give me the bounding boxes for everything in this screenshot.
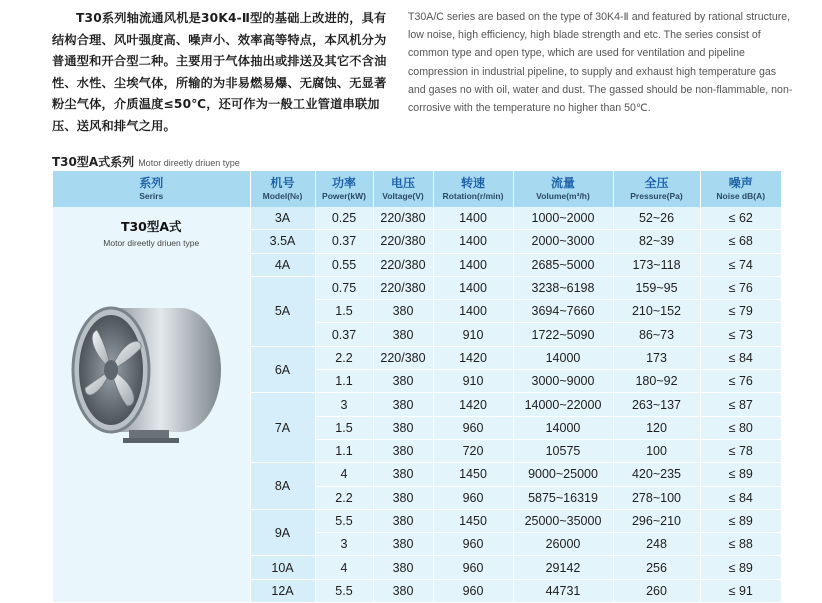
voltage-cell: 220/380: [373, 253, 433, 276]
voltage-cell: 380: [373, 323, 433, 346]
power-cell: 0.37: [315, 323, 373, 346]
noise-cell: ≤ 74: [700, 253, 781, 276]
spec-table: [53, 171, 781, 603]
model-cell: 5A: [250, 276, 315, 346]
intro-english: T30A/C series are based on the type of 30K4-Ⅱ and featured by rational structure, low noise, high efficiency, high blade strength and etc. The series consist of common type and open type, which are used for ventilation and pipeline compression in industrial pipeline, to supply and exhaust high temperature gas and gases no with oil, water and dust. The gassed should be non-flammable, non-corrosive with the temperature no higher than 50℃.: [408, 11, 793, 115]
rotation-cell: 1420: [433, 346, 513, 369]
volume-cell: 3000~9000: [513, 370, 613, 393]
volume-cell: 3694~7660: [513, 300, 613, 323]
noise-cell: ≤ 76: [700, 276, 781, 299]
pressure-cell: 173~118: [613, 253, 700, 276]
series-name: T30型A式: [120, 219, 182, 234]
power-cell: 0.55: [315, 253, 373, 276]
axial-fan-image: [71, 288, 231, 448]
rotation-cell: 910: [433, 323, 513, 346]
rotation-cell: 1400: [433, 230, 513, 253]
model-cell: 10A: [250, 556, 315, 579]
series-english: Motor direetly driuen type: [103, 238, 200, 248]
voltage-cell: 220/380: [373, 276, 433, 299]
voltage-cell: 220/380: [373, 207, 433, 230]
volume-cell: 14000~22000: [513, 393, 613, 416]
noise-cell: ≤ 79: [700, 300, 781, 323]
noise-cell: ≤ 89: [700, 556, 781, 579]
volume-cell: 2000~3000: [513, 230, 613, 253]
voltage-cell: 220/380: [373, 346, 433, 369]
section-title-en: Motor direetly driuen type: [138, 158, 240, 168]
pressure-cell: 173: [613, 346, 700, 369]
noise-cell: ≤ 78: [700, 439, 781, 462]
volume-cell: 26000: [513, 533, 613, 556]
volume-cell: 2685~5000: [513, 253, 613, 276]
volume-cell: 44731: [513, 579, 613, 602]
pressure-cell: 260: [613, 579, 700, 602]
table-body: [53, 207, 781, 603]
power-cell: 3: [315, 533, 373, 556]
voltage-cell: 380: [373, 416, 433, 439]
noise-cell: ≤ 80: [700, 416, 781, 439]
section-title: [52, 153, 240, 170]
volume-cell: 3238~6198: [513, 276, 613, 299]
rotation-cell: 910: [433, 370, 513, 393]
volume-cell: 25000~35000: [513, 509, 613, 532]
pressure-cell: 420~235: [613, 463, 700, 486]
power-cell: 1.1: [315, 370, 373, 393]
rotation-cell: 1450: [433, 509, 513, 532]
pressure-cell: 159~95: [613, 276, 700, 299]
pressure-cell: 180~92: [613, 370, 700, 393]
power-cell: 0.25: [315, 207, 373, 230]
header-power: 功率 Power(kW): [315, 171, 373, 207]
noise-cell: ≤ 68: [700, 230, 781, 253]
pressure-cell: 210~152: [613, 300, 700, 323]
intro-chinese: T30系列轴流通风机是30K4-Ⅱ型的基础上改进的，具有结构合理、风叶强度高、噪声小、效率高等特点，本风机分为普通型和开合型二种。主要用于气体抽出或排送及其它不含油性、水性、尘埃气体，所输的为非易燃易爆、无腐蚀、无显著粉尘气体，介质温度≤50℃，还可作为一般工业管道串联加压、送风和排气之用。: [52, 11, 387, 133]
power-cell: 5.5: [315, 509, 373, 532]
rotation-cell: 1400: [433, 207, 513, 230]
model-cell: 3A: [250, 207, 315, 230]
rotation-cell: 1450: [433, 463, 513, 486]
pressure-cell: 296~210: [613, 509, 700, 532]
pressure-cell: 86~73: [613, 323, 700, 346]
model-cell: 12A: [250, 579, 315, 602]
power-cell: 1.1: [315, 439, 373, 462]
rotation-cell: 960: [433, 556, 513, 579]
power-cell: 2.2: [315, 346, 373, 369]
power-cell: 4: [315, 556, 373, 579]
power-cell: 2.2: [315, 486, 373, 509]
rotation-cell: 960: [433, 486, 513, 509]
rotation-cell: 1420: [433, 393, 513, 416]
noise-cell: ≤ 91: [700, 579, 781, 602]
volume-cell: 1722~5090: [513, 323, 613, 346]
voltage-cell: 380: [373, 463, 433, 486]
volume-cell: 29142: [513, 556, 613, 579]
noise-cell: ≤ 84: [700, 486, 781, 509]
header-series: 系列 Serirs: [53, 171, 250, 207]
header-noise: 噪声 Noise dB(A): [700, 171, 781, 207]
noise-cell: ≤ 89: [700, 463, 781, 486]
rotation-cell: 1400: [433, 276, 513, 299]
voltage-cell: 380: [373, 533, 433, 556]
noise-cell: ≤ 84: [700, 346, 781, 369]
volume-cell: 5875~16319: [513, 486, 613, 509]
voltage-cell: 380: [373, 486, 433, 509]
rotation-cell: 960: [433, 416, 513, 439]
pressure-cell: 100: [613, 439, 700, 462]
model-cell: 9A: [250, 509, 315, 556]
rotation-cell: 960: [433, 579, 513, 602]
rotation-cell: 1400: [433, 253, 513, 276]
volume-cell: 14000: [513, 416, 613, 439]
pressure-cell: 52~26: [613, 207, 700, 230]
model-cell: 8A: [250, 463, 315, 510]
table-header-row: [53, 171, 781, 207]
rotation-cell: 720: [433, 439, 513, 462]
header-pressure: 全压 Pressure(Pa): [613, 171, 700, 207]
header-rotation: 转速 Rotation(r/min): [433, 171, 513, 207]
volume-cell: 1000~2000: [513, 207, 613, 230]
pressure-cell: 256: [613, 556, 700, 579]
header-model: 机号 Model(№): [250, 171, 315, 207]
pressure-cell: 120: [613, 416, 700, 439]
power-cell: 5.5: [315, 579, 373, 602]
rotation-cell: 960: [433, 533, 513, 556]
model-cell: 4A: [250, 253, 315, 276]
pressure-cell: 278~100: [613, 486, 700, 509]
noise-cell: ≤ 87: [700, 393, 781, 416]
model-cell: 7A: [250, 393, 315, 463]
volume-cell: 14000: [513, 346, 613, 369]
model-cell: 3.5A: [250, 230, 315, 253]
voltage-cell: 380: [373, 579, 433, 602]
power-cell: 1.5: [315, 416, 373, 439]
pressure-cell: 248: [613, 533, 700, 556]
voltage-cell: 380: [373, 300, 433, 323]
rotation-cell: 1400: [433, 300, 513, 323]
noise-cell: ≤ 89: [700, 509, 781, 532]
power-cell: 4: [315, 463, 373, 486]
volume-cell: 9000~25000: [513, 463, 613, 486]
noise-cell: ≤ 76: [700, 370, 781, 393]
series-cell: [53, 207, 250, 603]
voltage-cell: 220/380: [373, 230, 433, 253]
header-volume: 流量 Volume(m³/h): [513, 171, 613, 207]
voltage-cell: 380: [373, 439, 433, 462]
header-voltage: 电压 Voltage(V): [373, 171, 433, 207]
power-cell: 1.5: [315, 300, 373, 323]
table-row: [53, 207, 781, 230]
voltage-cell: 380: [373, 509, 433, 532]
power-cell: 0.75: [315, 276, 373, 299]
power-cell: 3: [315, 393, 373, 416]
model-cell: 6A: [250, 346, 315, 393]
noise-cell: ≤ 88: [700, 533, 781, 556]
section-title-cn: T30型A式系列: [52, 155, 135, 169]
noise-cell: ≤ 73: [700, 323, 781, 346]
voltage-cell: 380: [373, 370, 433, 393]
voltage-cell: 380: [373, 556, 433, 579]
noise-cell: ≤ 62: [700, 207, 781, 230]
pressure-cell: 82~39: [613, 230, 700, 253]
voltage-cell: 380: [373, 393, 433, 416]
pressure-cell: 263~137: [613, 393, 700, 416]
power-cell: 0.37: [315, 230, 373, 253]
volume-cell: 10575: [513, 439, 613, 462]
